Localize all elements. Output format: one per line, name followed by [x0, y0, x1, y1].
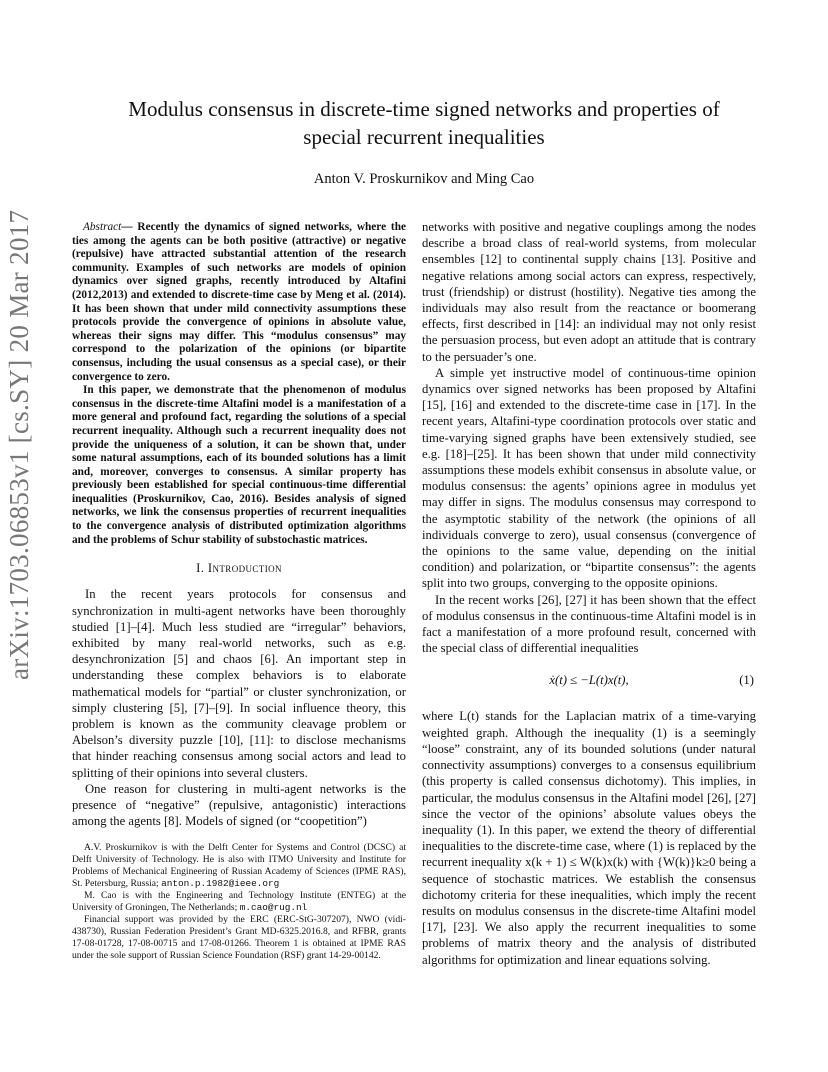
- left-column: [72, 221, 406, 962]
- right-paragraph-1: networks with positive and negative couplings among the nodes describe a broad class of real-world systems, from molecular ensembles [12] to continental supply chains [13]. Positive and negative relations among social actors can express, respectively, trust (friendship) or distrust (hostility). Negative ties among the individuals may also result from the reactance or boomerang effects, first described in [14]: an individual may not only resist the persuasion process, but even adopt an attitude that is contrary to the persuader’s one.: [422, 220, 756, 364]
- right-paragraph-2: A simple yet instructive model of continuous-time opinion dynamics over signed networks has been proposed by Altafini [15], [16] and extended to the discrete-time case in [17]. In the recent years, Altafini-type coordination protocols over static and time-varying signed graphs have been extensively studied, see e.g. [18]–[25]. It has been shown that under mild connectivity assumptions these models exhibit consensus in absolute value, or modulus consensus: the agents’ opinions agree in modulus yet may differ in signs. The modulus consensus may correspond to the asymptotic stability of the network (the opinions of all individuals converge to zero), usual consensus (convergence of the opinions to the same value, depending on the initial condition) and polarization, or “bipartite consensus”: the agents split into two groups, converging to the opposite opinions.: [422, 365, 756, 591]
- title-line-2: special recurrent inequalities: [303, 125, 545, 149]
- email-link-proskurnikov[interactable]: anton.p.1982@ieee.org: [161, 877, 280, 889]
- footnotes: [72, 842, 406, 963]
- footnote-funding: Financial support was provided by the ERC (ERC-StG-307207), NWO (vidi-438730), Russian Federation President’s Grant MD-6325.2016.8, and RFBR, grants 17-08-01728, 17-08-00715 and 17-08-01266. Theorem 1 is obtained at IPME RAS under the sole support of Russian Science Foundation (RSF) grant 14-29-00142.: [72, 914, 406, 962]
- equation-1: [422, 668, 756, 696]
- section-heading-introduction: [72, 560, 406, 576]
- email-link-cao[interactable]: m.cao@rug.nl: [239, 901, 308, 913]
- footnote-proskurnikov: [72, 842, 406, 890]
- abstract-label: Abstract: [83, 221, 122, 233]
- section-number: I.: [196, 561, 208, 576]
- intro-paragraph-2: One reason for clustering in multi-agent networks is the presence of “negative” (repulsive, antagonistic) interactions among the agents [8]. Models of signed (or “coopetition”): [72, 781, 406, 829]
- right-paragraph-4: where L(t) stands for the Laplacian matrix of a time-varying weighted graph. Although the inequality (1) is a seemingly “loose” constraint, any of its bounded solutions (under natural connectivity assumptions) converges to a consensus equilibrium (this property is called consensus dichotomy). This implies, in particular, the modulus consensus in the Altafini model [26], [27] since the vector of the opinions’ absolute values obeys the inequality (1). In this paper, we extend the theory of differential inequalities to the discrete-time case, where (1) is replaced by the recurrent inequality x(k + 1) ≤ W(k)x(k) with {W(k)}k≥0 being a sequence of stochastic matrices. We establish the consensus dichotomy criteria for these inequalities, which imply the recent results on modulus consensus in the discrete-time Altafini model [17], [23]. We also apply the recurrent inequalities to some problems of matrix theory and the analysis of distributed algorithms for optimization and linear equations solving.: [422, 709, 756, 967]
- abstract-paragraph-1: [72, 221, 406, 384]
- footnote-cao: [72, 890, 406, 914]
- introduction-body: [72, 586, 406, 829]
- arxiv-identifier: arXiv:1703.06853v1 [cs.SY] 20 Mar 2017: [4, 209, 34, 680]
- footnote-2-text: M. Cao is with the Engineering and Technology Institute (ENTEG) at the University of Groningen, The Netherlands;: [72, 889, 406, 913]
- equation-expression: ẋ(t) ≤ −L(t)x(t),: [549, 673, 629, 688]
- section-title: Introduction: [207, 561, 282, 576]
- abstract-text-1: — Recently the dynamics of signed networks, where the ties among the agents can be both positive (attractive) or negative (repulsive) have attracted substantial attention of the research community. Examples of such networks are models of opinion dynamics over signed graphs, recently introduced by Altafini (2012,2013) and extended to discrete-time case by Meng et al. (2014). It has been shown that under mild connectivity assumptions these protocols provide the convergence of opinions in absolute value, whereas their signs may differ. This “modulus consensus” may correspond to the polarization of the opinions (or bipartite consensus, including the usual consensus as a special case), or their convergence to zero.: [72, 221, 406, 383]
- abstract: [72, 221, 406, 547]
- authors: Anton V. Proskurnikov and Ming Cao: [313, 171, 535, 187]
- intro-paragraph-1: In the recent years protocols for consensus and synchronization in multi-agent networks have been thoroughly studied [1]–[4]. Much less studied are “irregular” behaviors, exhibited by many real-world networks, such as e.g. desynchronization [5] and chaos [6]. An important step in understanding these complex behaviors is to elaborate mathematical models for “partial” or cluster synchronization, or simply clustering [5], [7]–[9]. In social influence theory, this problem is known as the community cleavage problem or Abelson’s diversity puzzle [10], [11]: to disclose mechanisms that hinder reaching consensus among social actors and lead to splitting of their opinions into several clusters.: [72, 587, 406, 780]
- equation-number: (1): [739, 673, 754, 688]
- abstract-paragraph-2: In this paper, we demonstrate that the phenomenon of modulus consensus in the discrete-time Altafini model is a manifestation of a more general and profound fact, regarding the solutions of a special recurrent inequality. Although such a recurrent inequality does not provide the uniqueness of a solution, it can be shown that, under some natural assumptions, each of its bounded solutions has a limit and, moreover, converges to consensus. A similar property has previously been established for special continuous-time differential inequalities (Proskurnikov, Cao, 2016). Besides analysis of signed networks, we link the consensus properties of recurrent inequalities to the convergence analysis of distributed optimization algorithms and the problems of Schur stability of substochastic matrices.: [72, 384, 406, 546]
- right-paragraph-3: In the recent works [26], [27] it has been shown that the effect of modulus consensus in the continuous-time Altafini model is in fact a manifestation of a more profound result, concerned with the special class of differential inequalities: [422, 592, 756, 656]
- title-line-1: Modulus consensus in discrete-time signed networks and properties of: [128, 97, 720, 121]
- right-column: [422, 219, 756, 968]
- paper-title: [60, 95, 788, 151]
- footnote-1-text: A.V. Proskurnikov is with the Delft Center for Systems and Control (DCSC) at Delft University of Technology. He is also with ITMO University and Institute for Problems of Mechanical Engineering of Russian Academy of Sciences (IPME RAS), St. Petersburg, Russia;: [72, 841, 406, 889]
